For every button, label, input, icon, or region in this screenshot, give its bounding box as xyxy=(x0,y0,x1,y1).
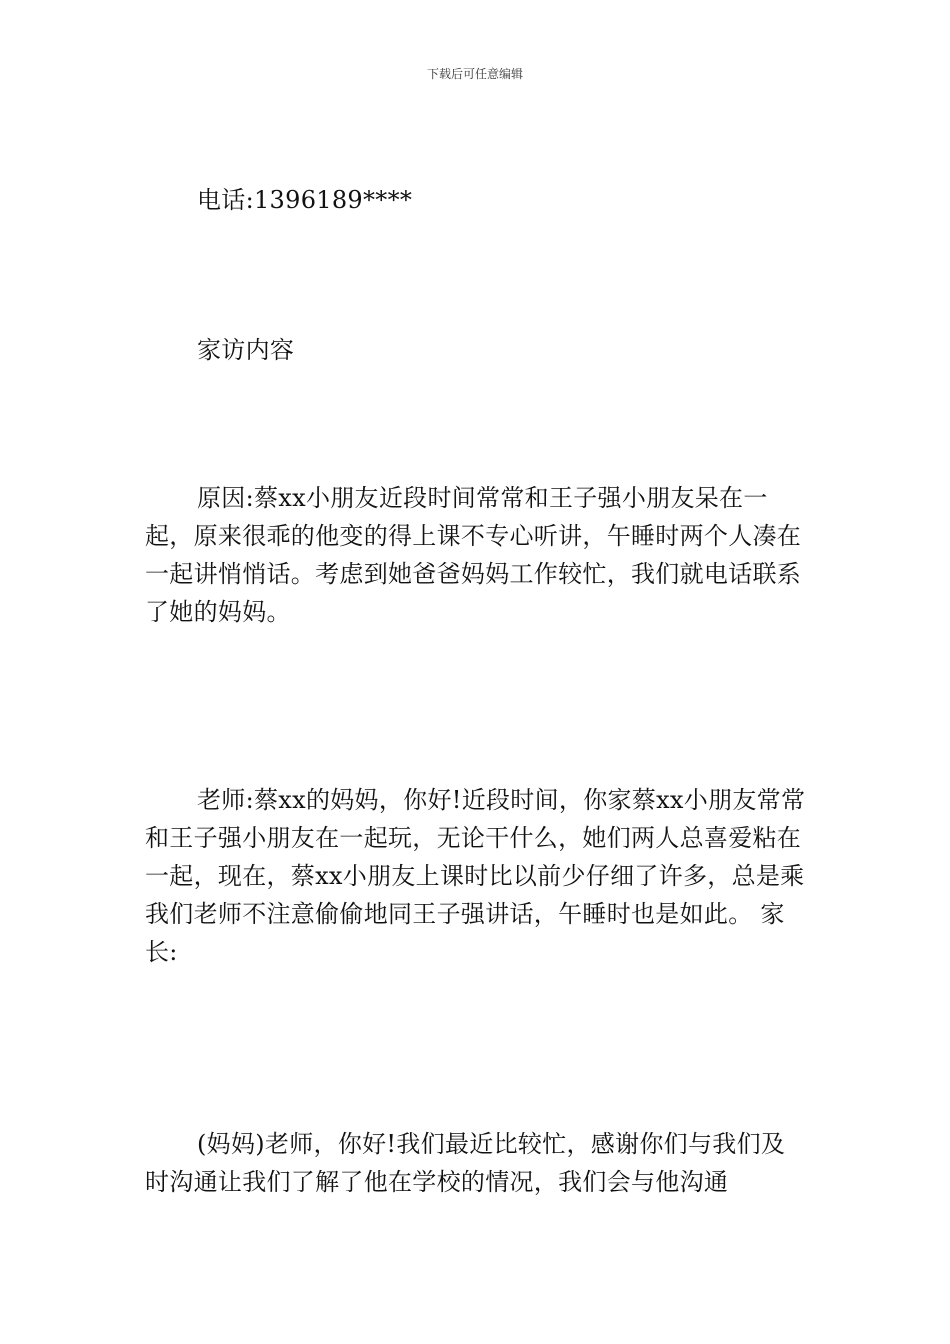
section-title: 家访内容 xyxy=(197,336,295,364)
reason-paragraph: 原因:蔡xx小朋友近段时间常常和王子强小朋友呆在一起，原来很乖的他变的得上课不专心听讲，午睡时两个人凑在一起讲悄悄话。考虑到她爸爸妈妈工作较忙，我们就电话联系了她的妈妈。 xyxy=(145,484,802,626)
teacher-paragraph: 老师:蔡xx的妈妈，你好!近段时间，你家蔡xx小朋友常常和王子强小朋友在一起玩，无论干什么，她们两人总喜爱粘在一起，现在，蔡xx小朋友上课时比以前少仔细了许多，总是乘我们老师不注意偷偷地同王子强讲话，午睡时也是如此。 家长: xyxy=(145,786,806,966)
header-note: 下载后可任意编辑 xyxy=(426,67,523,81)
phone-line: 电话:1396189**** xyxy=(197,186,413,214)
parent-paragraph: (妈妈)老师，你好!我们最近比较忙，感谢你们与我们及时沟通让我们了解了他在学校的情况，我们会与他沟通 xyxy=(145,1130,786,1196)
